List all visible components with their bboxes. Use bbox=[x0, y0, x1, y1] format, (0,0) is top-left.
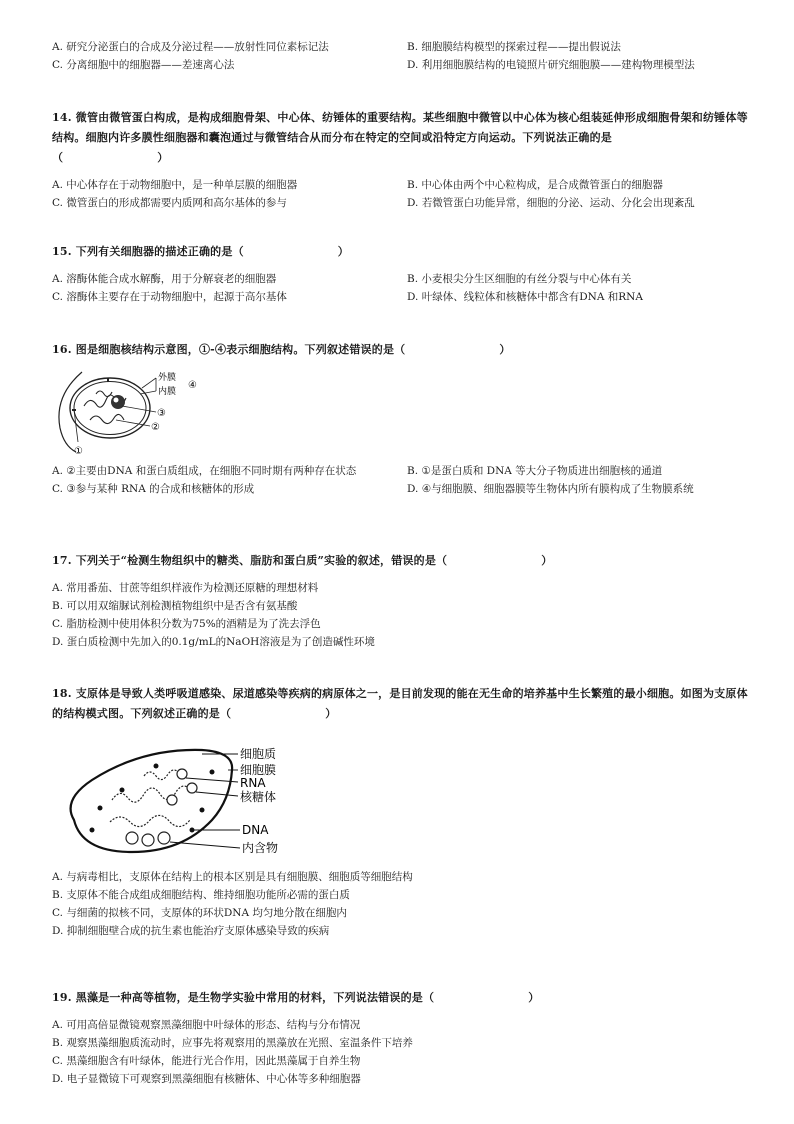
inclusion-dot bbox=[210, 770, 215, 775]
q18-answer-paren[interactable]: （ ） bbox=[220, 707, 337, 720]
q15-option-a[interactable]: A. 溶酶体能合成水解酶，用于分解衰老的细胞器 bbox=[52, 273, 277, 285]
q16-stem: 16. 图是细胞核结构示意图，①-④表示细胞结构。下列叙述错误的是（ ） bbox=[52, 343, 511, 356]
q14-stem: 14. 微管由微管蛋白构成，是构成细胞骨架、中心体、纺锤体的重要结构。某些细胞中微管以中心体为核心组装延伸形成细胞骨架和纺锤体等结构。细胞内许多膜性细胞器和囊泡通过与微管结合从而分布在特定的空间或沿特定方向运动。下列说法正确的是 （ ） bbox=[52, 111, 748, 164]
nucleolus-highlight bbox=[114, 398, 119, 403]
q17-options bbox=[52, 579, 752, 651]
label-cell-membrane: 细胞膜 bbox=[240, 763, 277, 777]
question-13 bbox=[52, 38, 752, 74]
q19-options bbox=[52, 1016, 752, 1088]
q18-option-b[interactable]: B. 支原体不能合成组成细胞结构、维持细胞功能所必需的蛋白质 bbox=[52, 889, 350, 901]
q19-stem: 19. 黑藻是一种高等植物，是生物学实验中常用的材料，下列说法错误的是（ ） bbox=[52, 991, 540, 1004]
ribosome-shape bbox=[177, 769, 187, 779]
q15-option-b[interactable]: B. 小麦根尖分生区细胞的有丝分裂与中心体有关 bbox=[407, 273, 632, 285]
mycoplasma-diagram bbox=[52, 730, 312, 862]
q16-answer-paren[interactable]: （ ） bbox=[394, 343, 511, 356]
q19-answer-paren[interactable]: （ ） bbox=[422, 991, 540, 1004]
label-inner-membrane: 内膜 bbox=[158, 387, 177, 397]
q15-option-c[interactable]: C. 溶酶体主要存在于动物细胞中，起源于高尔基体 bbox=[52, 291, 287, 303]
q14-option-c[interactable]: C. 微管蛋白的形成都需要内质网和高尔基体的参与 bbox=[52, 197, 287, 209]
q19-option-d[interactable]: D. 电子显微镜下可观察到黑藻细胞有核糖体、中心体等多种细胞器 bbox=[52, 1073, 361, 1085]
q17-answer-paren[interactable]: （ ） bbox=[436, 554, 553, 567]
q18-option-a[interactable]: A. 与病毒相比，支原体在结构上的根本区别是具有细胞膜、细胞质等细胞结构 bbox=[52, 871, 413, 883]
q13-option-b[interactable]: B. 细胞膜结构模型的探索过程——提出假说法 bbox=[407, 41, 621, 53]
q13-option-a[interactable]: A. 研究分泌蛋白的合成及分泌过程——放射性同位素标记法 bbox=[52, 41, 329, 53]
q17-option-d[interactable]: D. 蛋白质检测中先加入的0.1g/mL的NaOH溶液是为了创造碱性环境 bbox=[52, 636, 375, 648]
q16-option-a[interactable]: A. ②主要由DNA 和蛋白质组成，在细胞不同时期有两种存在状态 bbox=[52, 465, 357, 477]
question-15 bbox=[52, 242, 752, 306]
label-2: ② bbox=[151, 422, 160, 433]
label-1: ① bbox=[74, 446, 83, 456]
q16-options bbox=[52, 462, 752, 498]
label-inclusion: 内含物 bbox=[242, 841, 279, 855]
q15-stem: 15. 下列有关细胞器的描述正确的是（ ） bbox=[52, 245, 349, 258]
q17-stem: 17. 下列关于“检测生物组织中的糖类、脂肪和蛋白质”实验的叙述，错误的是（ ） bbox=[52, 554, 553, 567]
q15-answer-paren[interactable]: （ ） bbox=[232, 245, 349, 258]
q17-option-b[interactable]: B. 可以用双缩脲试剂检测植物组织中是否含有氨基酸 bbox=[52, 600, 298, 612]
q16-option-d[interactable]: D. ④与细胞膜、细胞器膜等生物体内所有膜构成了生物膜系统 bbox=[407, 483, 694, 495]
q18-stem: 18. 支原体是导致人类呼吸道感染、尿道感染等疾病的病原体之一，是目前发现的能在无生命的培养基中生长繁殖的最小细胞。如图为支原体的结构模式图。下列叙述正确的是（ ） bbox=[52, 687, 748, 720]
q17-option-a[interactable]: A. 常用番茄、甘蔗等组织样液作为检测还原糖的理想材料 bbox=[52, 582, 319, 594]
q15-options bbox=[52, 270, 752, 306]
q18-options bbox=[52, 868, 752, 940]
q18-option-d[interactable]: D. 抑制细胞壁合成的抗生素也能治疗支原体感染导致的疾病 bbox=[52, 925, 330, 937]
q13-option-c[interactable]: C. 分离细胞中的细胞器——差速离心法 bbox=[52, 59, 235, 71]
q13-options bbox=[52, 38, 752, 74]
ribosome-shape bbox=[167, 795, 177, 805]
nucleus-diagram bbox=[52, 366, 212, 456]
question-16 bbox=[52, 340, 752, 498]
q15-option-d[interactable]: D. 叶绿体、线粒体和核糖体中都含有DNA 和RNA bbox=[407, 291, 643, 303]
inclusion-dot bbox=[154, 764, 159, 769]
inclusion-dot bbox=[90, 828, 95, 833]
label-outer-membrane: 外膜 bbox=[158, 373, 177, 383]
nucleolus-shape bbox=[111, 395, 125, 409]
inclusion-dot bbox=[120, 788, 125, 793]
q14-option-a[interactable]: A. 中心体存在于动物细胞中，是一种单层膜的细胞器 bbox=[52, 179, 298, 191]
label-rna: RNA bbox=[240, 776, 266, 790]
ribosome-shape bbox=[187, 783, 197, 793]
q19-option-a[interactable]: A. 可用高倍显微镜观察黑藻细胞中叶绿体的形态、结构与分布情况 bbox=[52, 1019, 361, 1031]
q14-answer-paren[interactable]: （ ） bbox=[52, 151, 169, 164]
label-4: ④ bbox=[188, 380, 197, 391]
q14-options bbox=[52, 176, 752, 212]
ribosome-shape bbox=[158, 832, 170, 844]
label-3: ③ bbox=[157, 408, 166, 419]
question-18 bbox=[52, 684, 752, 940]
label-dna: DNA bbox=[242, 823, 269, 837]
q16-option-b[interactable]: B. ①是蛋白质和 DNA 等大分子物质进出细胞核的通道 bbox=[407, 465, 663, 477]
outer-membrane-shape bbox=[70, 378, 150, 438]
q19-option-b[interactable]: B. 观察黑藻细胞质流动时，应事先将观察用的黑藻放在光照、室温条件下培养 bbox=[52, 1037, 413, 1049]
question-17 bbox=[52, 551, 752, 651]
q13-option-d[interactable]: D. 利用细胞膜结构的电镜照片研究细胞膜——建构物理模型法 bbox=[407, 59, 695, 71]
ribosome-shape bbox=[126, 832, 138, 844]
inclusion-dot bbox=[200, 808, 205, 813]
q14-option-d[interactable]: D. 若微管蛋白功能异常，细胞的分泌、运动、分化会出现紊乱 bbox=[407, 197, 695, 209]
question-14 bbox=[52, 108, 752, 212]
q16-option-c[interactable]: C. ③参与某种 RNA 的合成和核糖体的形成 bbox=[52, 483, 255, 495]
inclusion-dot bbox=[98, 806, 103, 811]
q17-option-c[interactable]: C. 脂肪检测中使用体积分数为75%的酒精是为了洗去浮色 bbox=[52, 618, 321, 630]
label-cytoplasm: 细胞质 bbox=[240, 747, 277, 761]
question-19 bbox=[52, 988, 752, 1088]
label-ribosome: 核糖体 bbox=[240, 790, 277, 804]
q14-option-b[interactable]: B. 中心体由两个中心粒构成，是合成微管蛋白的细胞器 bbox=[407, 179, 663, 191]
ribosome-shape bbox=[142, 834, 154, 846]
q19-option-c[interactable]: C. 黑藻细胞含有叶绿体，能进行光合作用，因此黑藻属于自养生物 bbox=[52, 1055, 361, 1067]
q18-option-c[interactable]: C. 与细菌的拟核不同，支原体的环状DNA 均匀地分散在细胞内 bbox=[52, 907, 347, 919]
